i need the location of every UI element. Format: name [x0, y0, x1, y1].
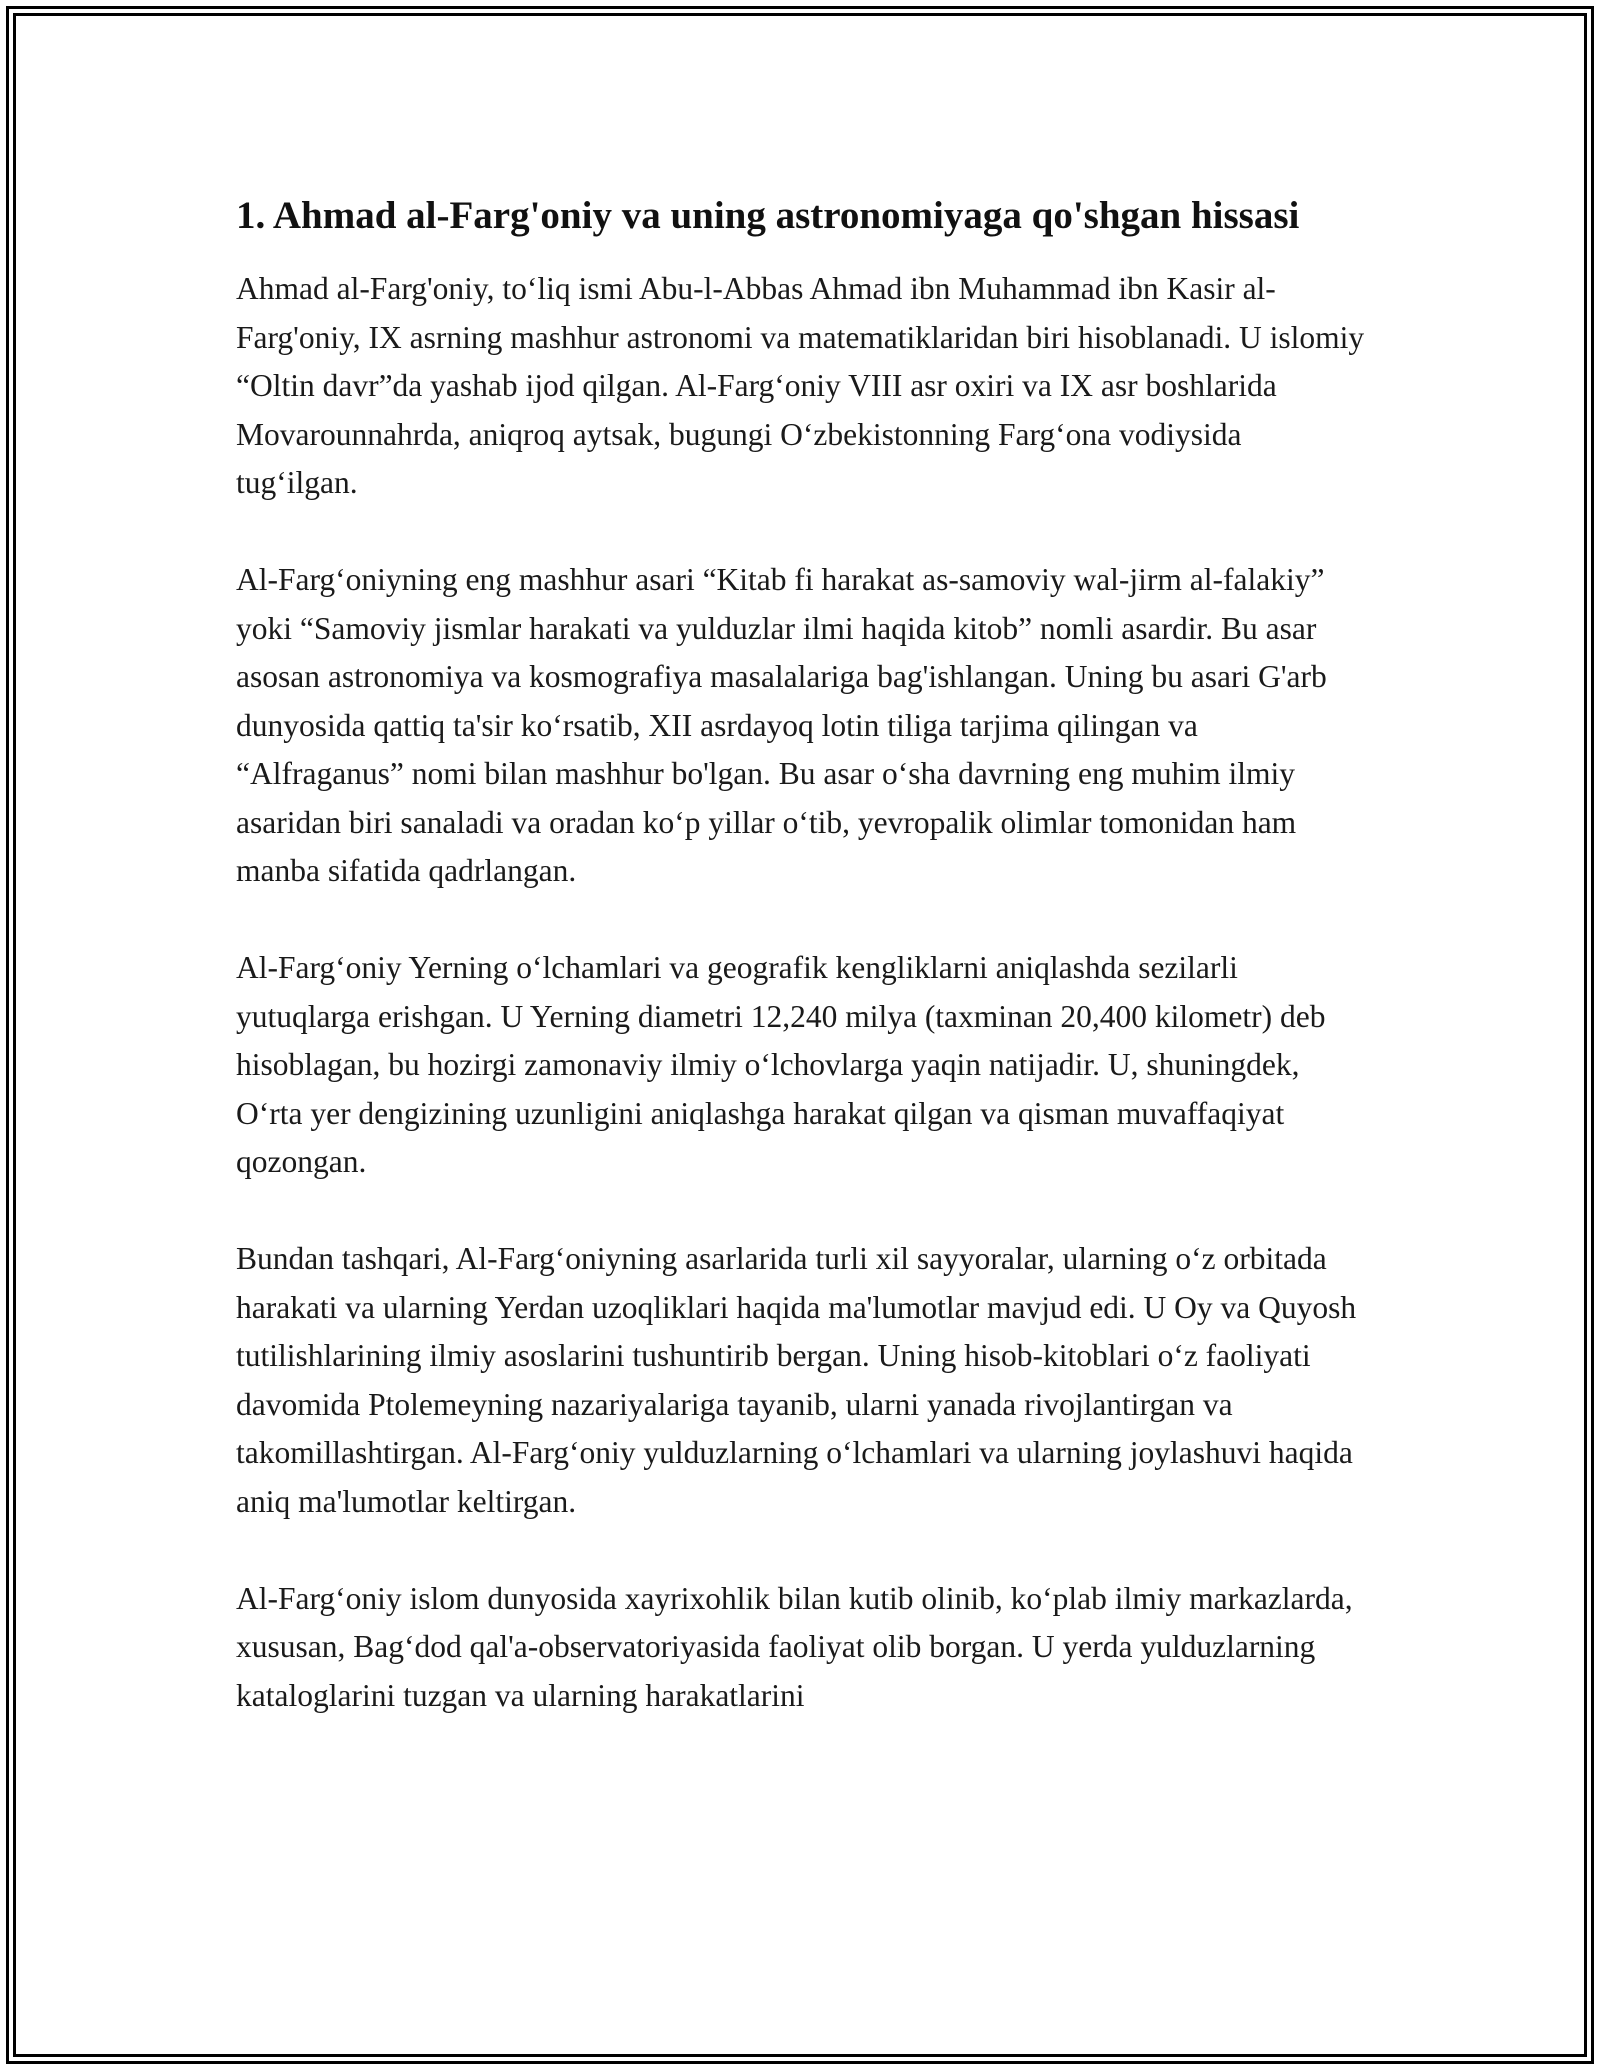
- paragraph-planets: Bundan tashqari, Al-Farg‘oniyning asarlarida turli xil sayyoralar, ularning o‘z orbitada harakati va ularning Yerdan uzoqliklari haqida ma'lumotlar mavjud edi. U Oy va Quyosh tutilishlarining ilmiy asoslarini tushuntirib bergan. Uning hisob-kitoblari o‘z faoliyati davomida Ptolemeyning nazariyalariga tayanib, ularni yanada rivojlantirgan va takomillashtirgan. Al-Farg‘oniy yulduzlarning o‘lchamlari va ularning joylashuvi haqida aniq ma'lumotlar keltirgan.: [236, 1241, 1357, 1519]
- document-title: 1. Ahmad al-Farg'oniy va uning astronomiyaga qo'shgan hissasi: [236, 194, 1300, 237]
- paragraph-baghdad: Al-Farg‘oniy islom dunyosida xayrixohlik bilan kutib olinib, ko‘plab ilmiy markazlarda, xususan, Bag‘dod qal'a-observatoriyasida faoliyat olib borgan. U yerda yulduzlarning kataloglarini tuzgan va ularning harakatlarini: [236, 1580, 1353, 1713]
- paragraph-main-work: Al-Farg‘oniyning eng mashhur asari “Kitab fi harakat as-samoviy wal-jirm al-falakiy” yoki “Samoviy jismlar harakati va yulduzlar ilmi haqida kitob” nomli asardir. Bu asar asosan astronomiya va kosmografiya masalalariga bag'ishlangan. Uning bu asari G'arb dunyosida qattiq ta'sir ko‘rsatib, XII asrdayoq lotin tiliga tarjima qilingan va “Alfraganus” nomi bilan mashhur bo'lgan. Bu asar o‘sha davrning eng muhim ilmiy asaridan biri sanaladi va oradan ko‘p yillar o‘tib, yevropalik olimlar tomonidan ham manba sifatida qadrlangan.: [236, 562, 1327, 888]
- paragraph-intro: Ahmad al-Farg'oniy, to‘liq ismi Abu-l-Abbas Ahmad ibn Muhammad ibn Kasir al-Farg'oniy, IX asrning mashhur astronomi va matematiklaridan biri hisoblanadi. U islomiy “Oltin davr”da yashab ijod qilgan. Al-Farg‘oniy VIII asr oxiri va IX asr boshlarida Movarounnahrda, aniqroq aytsak, bugungi O‘zbekistonning Farg‘ona vodiysida tug‘ilgan.: [236, 271, 1365, 500]
- document-body: [236, 188, 1368, 1769]
- paragraph-earth-measurements: Al-Farg‘oniy Yerning o‘lchamlari va geografik kengliklarni aniqlashda sezilarli yutuqlarga erishgan. U Yerning diametri 12,240 milya (taxminan 20,400 kilometr) deb hisoblagan, bu hozirgi zamonaviy ilmiy o‘lchovlarga yaqin natijadir. U, shuningdek, O‘rta yer dengizining uzunligini aniqlashga harakat qilgan va qisman muvaffaqiyat qozongan.: [236, 950, 1326, 1179]
